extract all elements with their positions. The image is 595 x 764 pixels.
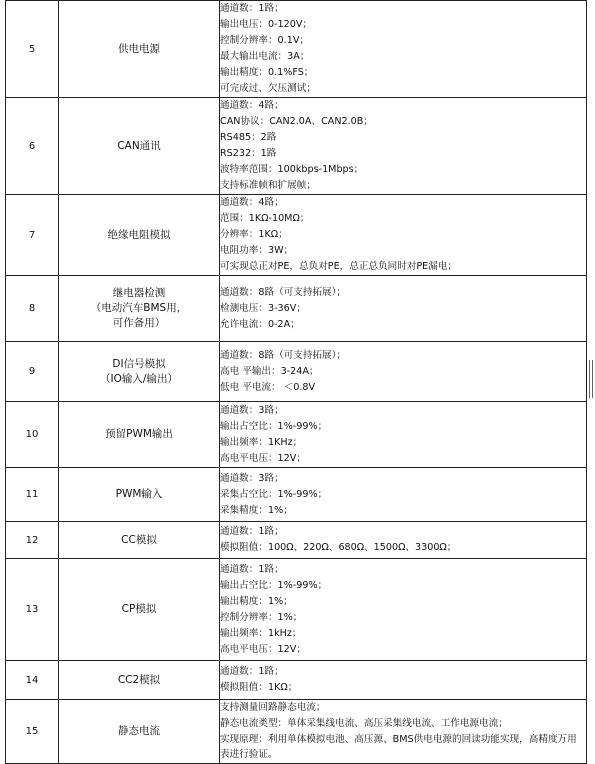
spec-line: 可完成过、欠压测试； bbox=[220, 83, 316, 94]
spec-line: 输出精度：1%； bbox=[220, 595, 293, 607]
item-spec bbox=[220, 522, 587, 559]
table-row bbox=[6, 98, 587, 195]
spec-table bbox=[5, 0, 587, 764]
item-name bbox=[59, 522, 220, 559]
table-row bbox=[6, 276, 587, 342]
row-number: 15 bbox=[6, 700, 59, 764]
spec-line: 通道数：4路； bbox=[220, 197, 284, 208]
item-name-line: CC2模拟 bbox=[117, 673, 161, 686]
spec-line: 支持测量回路静态电流； bbox=[220, 702, 326, 714]
table-row bbox=[6, 661, 587, 700]
spec-line: 高电 平输出：3-24A； bbox=[220, 365, 319, 377]
item-spec bbox=[220, 276, 587, 342]
spec-line: 最大输出电流：3A； bbox=[220, 51, 310, 62]
item-name bbox=[59, 195, 220, 276]
spec-line: 通道数：1路； bbox=[220, 666, 284, 677]
row-number: 5 bbox=[6, 1, 59, 98]
spec-line: 波特率范围：100kbps-1Mbps； bbox=[220, 164, 364, 175]
spec-line: 输出占空比：1%-99%； bbox=[220, 579, 328, 591]
item-name-line: （IO输入/输出） bbox=[100, 372, 178, 385]
spec-line: 支持标准帧和扩展帧； bbox=[220, 180, 316, 191]
table-row bbox=[6, 468, 587, 522]
item-name-line: 继电器检测 bbox=[112, 287, 166, 299]
item-name-line: CC模拟 bbox=[121, 533, 157, 546]
row-number: 12 bbox=[6, 522, 59, 559]
spec-line: 输出频率：1KHz； bbox=[220, 436, 303, 448]
spec-line: 输出电压：0-120V； bbox=[220, 19, 313, 30]
spec-line: 控制分辨率：1%； bbox=[220, 611, 303, 623]
item-spec bbox=[220, 559, 587, 661]
spec-line: 允许电流：0-2A； bbox=[220, 318, 300, 330]
item-name-line: PWM输入 bbox=[115, 488, 163, 500]
item-spec bbox=[220, 1, 587, 98]
spec-line: 输出精度：0.1%FS； bbox=[220, 67, 314, 78]
row-number: 13 bbox=[6, 559, 59, 661]
spec-line: 检测电压：3-36V； bbox=[220, 302, 306, 314]
item-name-line: 供电电源 bbox=[118, 42, 160, 55]
spec-line: 控制分辨率：0.1V； bbox=[220, 35, 309, 46]
spec-line: 通道数：1路； bbox=[220, 526, 284, 537]
item-name bbox=[59, 661, 220, 700]
spec-line: 通道数：1路； bbox=[220, 563, 284, 575]
item-spec bbox=[220, 468, 587, 522]
spec-line: 通道数：4路； bbox=[220, 100, 284, 111]
row-number: 10 bbox=[6, 402, 59, 468]
row-number: 8 bbox=[6, 276, 59, 342]
row-number: 11 bbox=[6, 468, 59, 522]
spec-line: 模拟阻值：100Ω、220Ω、680Ω、1500Ω、3300Ω； bbox=[220, 542, 457, 553]
spec-line: 通道数：1路； bbox=[220, 3, 284, 14]
spec-line: RS485：2路 bbox=[220, 132, 277, 143]
spec-line: 静态电流类型：单体采集线电流、高压采集线电流、工作电源电流； bbox=[220, 718, 508, 730]
item-name-line: 可作备用） bbox=[112, 317, 166, 329]
item-name-line: 预留PWM输出 bbox=[105, 428, 173, 440]
item-name bbox=[59, 700, 220, 764]
table-row bbox=[6, 559, 587, 661]
table-row bbox=[6, 1, 587, 98]
item-spec bbox=[220, 700, 587, 764]
spec-line: 采集占空比：1%-99%； bbox=[220, 488, 328, 500]
spec-line: 分辨率：1KΩ； bbox=[220, 229, 288, 240]
row-number: 14 bbox=[6, 661, 59, 700]
table-row bbox=[6, 700, 587, 764]
spec-line: 范围：1KΩ-10MΩ； bbox=[220, 213, 310, 224]
spec-line: 实现原理：利用单体模拟电池、高压源、BMS供电电源的回读功能实现，高精度万用表进行验证。 bbox=[220, 733, 577, 761]
row-number: 6 bbox=[6, 98, 59, 195]
table-row bbox=[6, 195, 587, 276]
item-name-line: 绝缘电阻模拟 bbox=[107, 228, 171, 241]
spec-line: RS232：1路 bbox=[220, 148, 277, 159]
item-name-line: DI信号模拟 bbox=[112, 357, 166, 370]
spec-line: 通道数：3路； bbox=[220, 472, 284, 484]
item-name bbox=[59, 342, 220, 402]
item-name bbox=[59, 98, 220, 195]
spec-line: 采集精度：1%； bbox=[220, 504, 293, 516]
table-row bbox=[6, 342, 587, 402]
item-name bbox=[59, 1, 220, 98]
item-name-line: CAN通讯 bbox=[117, 139, 161, 152]
spec-line: 输出频率：1kHz； bbox=[220, 627, 302, 639]
spec-line: 输出占空比：1%-99%； bbox=[220, 420, 328, 432]
item-spec bbox=[220, 195, 587, 276]
row-number: 7 bbox=[6, 195, 59, 276]
item-name bbox=[59, 559, 220, 661]
row-number: 9 bbox=[6, 342, 59, 402]
item-name bbox=[59, 468, 220, 522]
table-row bbox=[6, 402, 587, 468]
item-name bbox=[59, 402, 220, 468]
item-spec bbox=[220, 98, 587, 195]
spec-line: 可实现总正对PE，总负对PE，总正总负同时对PE漏电； bbox=[220, 261, 458, 272]
spec-line: 低电 平电流： ＜0.8V bbox=[220, 381, 316, 393]
item-spec bbox=[220, 402, 587, 468]
spec-table-body bbox=[6, 1, 587, 764]
spec-line: 通道数：8路（可支持拓展）； bbox=[220, 349, 347, 361]
item-spec bbox=[220, 342, 587, 402]
spec-line: 高电平电压：12V； bbox=[220, 452, 306, 464]
item-spec bbox=[220, 661, 587, 700]
table-row bbox=[6, 522, 587, 559]
scroll-edge-mark bbox=[589, 360, 593, 398]
spec-line: 通道数：3路； bbox=[220, 404, 284, 416]
spec-line: 模拟阻值：1KΩ； bbox=[220, 682, 298, 693]
spec-line: 通道数：8路（可支持拓展）； bbox=[220, 286, 347, 298]
item-name-line: 静态电流 bbox=[118, 725, 160, 737]
item-name-line: （电动汽车BMS用， bbox=[90, 302, 188, 314]
item-name bbox=[59, 276, 220, 342]
item-name-line: CP模拟 bbox=[121, 603, 157, 615]
spec-line: 电阻功率：3W； bbox=[220, 245, 294, 256]
spec-line: 高电平电压：12V； bbox=[220, 643, 306, 655]
spec-line: CAN协议：CAN2.0A、CAN2.0B； bbox=[220, 116, 373, 127]
